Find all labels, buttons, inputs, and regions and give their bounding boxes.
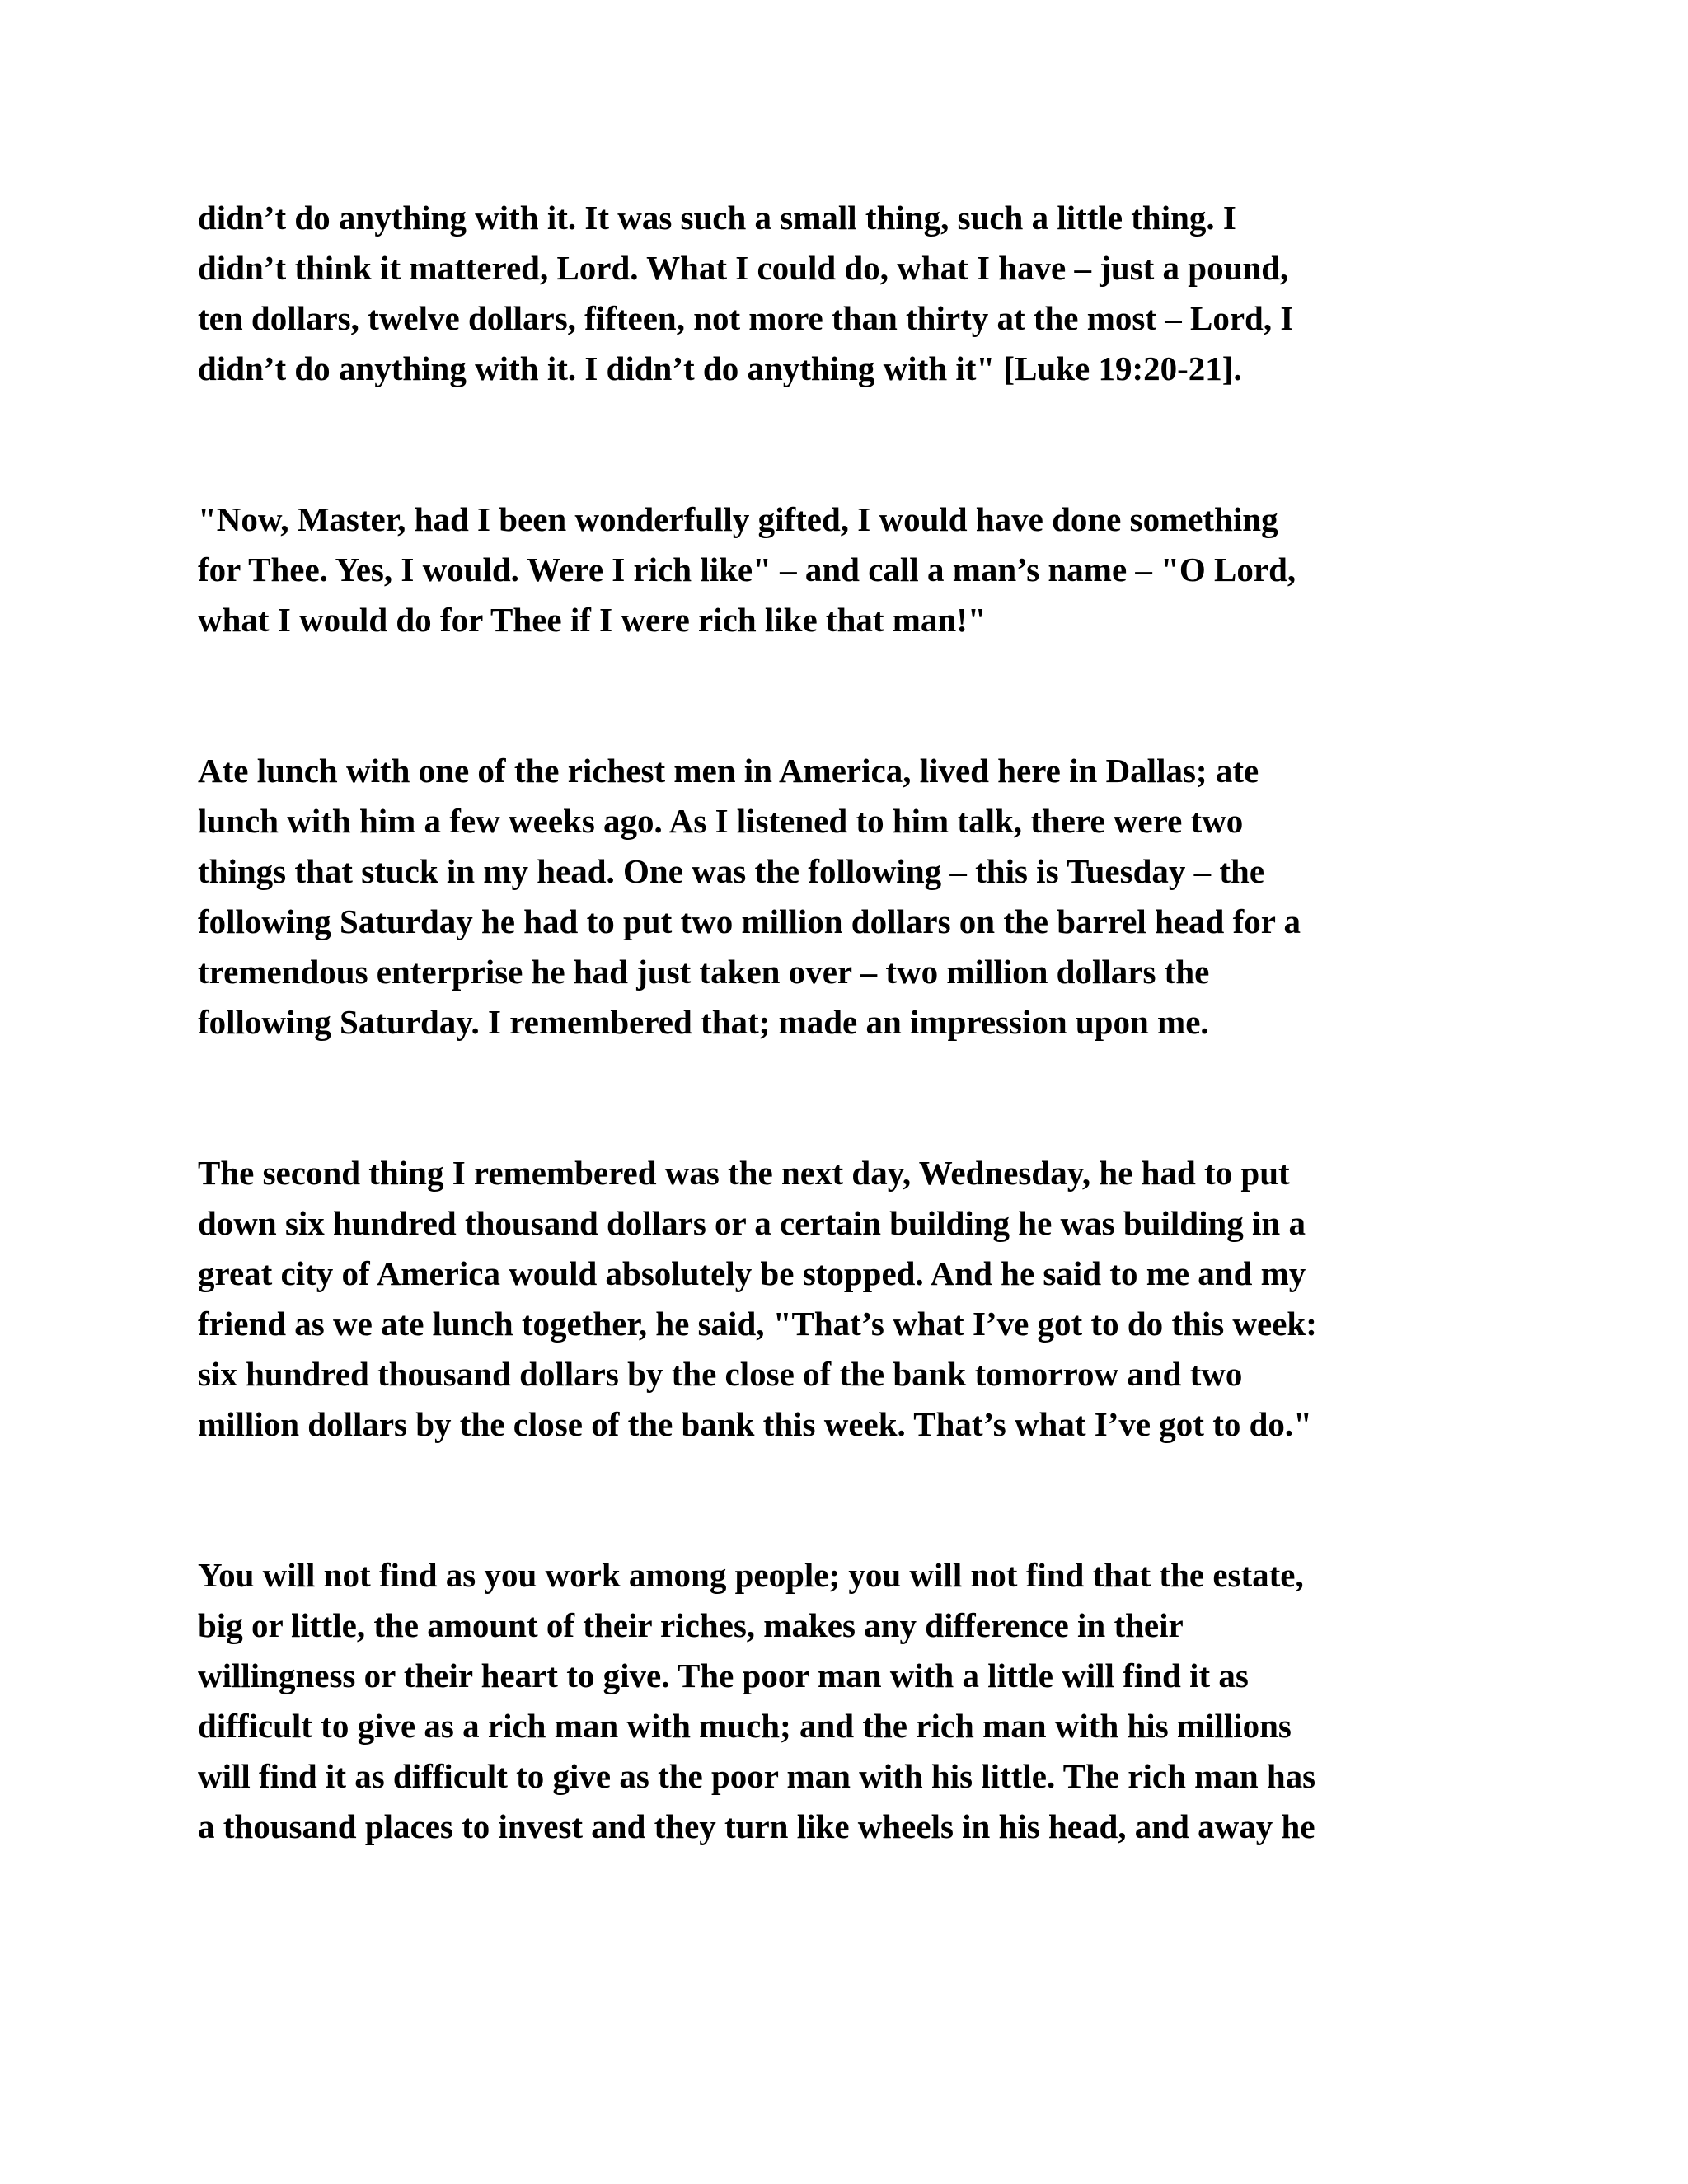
text-line: friend as we ate lunch together, he said, "That’s what I’ve got to do this week: bbox=[198, 1305, 1317, 1343]
text-line: for Thee. Yes, I would. Were I rich like" – and call a man’s name – "O Lord, bbox=[198, 551, 1296, 588]
text-line: didn’t do anything with it. I didn’t do anything with it" [Luke 19:20-21]. bbox=[198, 349, 1242, 387]
text-line: what I would do for Thee if I were rich like that man!" bbox=[198, 601, 987, 639]
text-line: difficult to give as a rich man with much; and the rich man with his millions bbox=[198, 1707, 1292, 1745]
text-line: great city of America would absolutely be stopped. And he said to me and my bbox=[198, 1254, 1306, 1292]
text-line: "Now, Master, had I been wonderfully gifted, I would have done something bbox=[198, 500, 1278, 538]
text-line: willingness or their heart to give. The poor man with a little will find it as bbox=[198, 1657, 1249, 1694]
text-line: following Saturday he had to put two million dollars on the barrel head for a bbox=[198, 902, 1301, 940]
text-line: tremendous enterprise he had just taken over – two million dollars the bbox=[198, 953, 1210, 991]
text-line: didn’t think it mattered, Lord. What I could do, what I have – just a pound, bbox=[198, 249, 1289, 287]
text-line: six hundred thousand dollars by the close of the bank tomorrow and two bbox=[198, 1355, 1243, 1393]
text-line: The second thing I remembered was the next day, Wednesday, he had to put bbox=[198, 1154, 1290, 1192]
text-line: ten dollars, twelve dollars, fifteen, not more than thirty at the most – Lord, I bbox=[198, 299, 1294, 337]
text-line: You will not find as you work among people; you will not find that the estate, bbox=[198, 1556, 1304, 1594]
text-line: didn’t do anything with it. It was such a small thing, such a little thing. I bbox=[198, 199, 1236, 237]
text-line: a thousand places to invest and they turn like wheels in his head, and away he bbox=[198, 1807, 1315, 1845]
paragraph-4 bbox=[198, 1148, 1500, 1450]
text-line: will find it as difficult to give as the poor man with his little. The rich man has bbox=[198, 1757, 1316, 1795]
text-line: following Saturday. I remembered that; made an impression upon me. bbox=[198, 1003, 1209, 1041]
text-line: down six hundred thousand dollars or a certain building he was building in a bbox=[198, 1204, 1306, 1242]
page-body bbox=[198, 193, 1500, 1952]
text-line: lunch with him a few weeks ago. As I listened to him talk, there were two bbox=[198, 802, 1244, 840]
text-line: Ate lunch with one of the richest men in America, lived here in Dallas; ate bbox=[198, 752, 1259, 790]
paragraph-5 bbox=[198, 1550, 1500, 1852]
text-line: things that stuck in my head. One was the following – this is Tuesday – the bbox=[198, 852, 1265, 890]
paragraph-2 bbox=[198, 494, 1500, 645]
paragraph-1 bbox=[198, 193, 1500, 394]
paragraph-3 bbox=[198, 746, 1500, 1047]
text-line: big or little, the amount of their riches, makes any difference in their bbox=[198, 1606, 1184, 1644]
text-line: million dollars by the close of the bank this week. That’s what I’ve got to do." bbox=[198, 1405, 1312, 1443]
